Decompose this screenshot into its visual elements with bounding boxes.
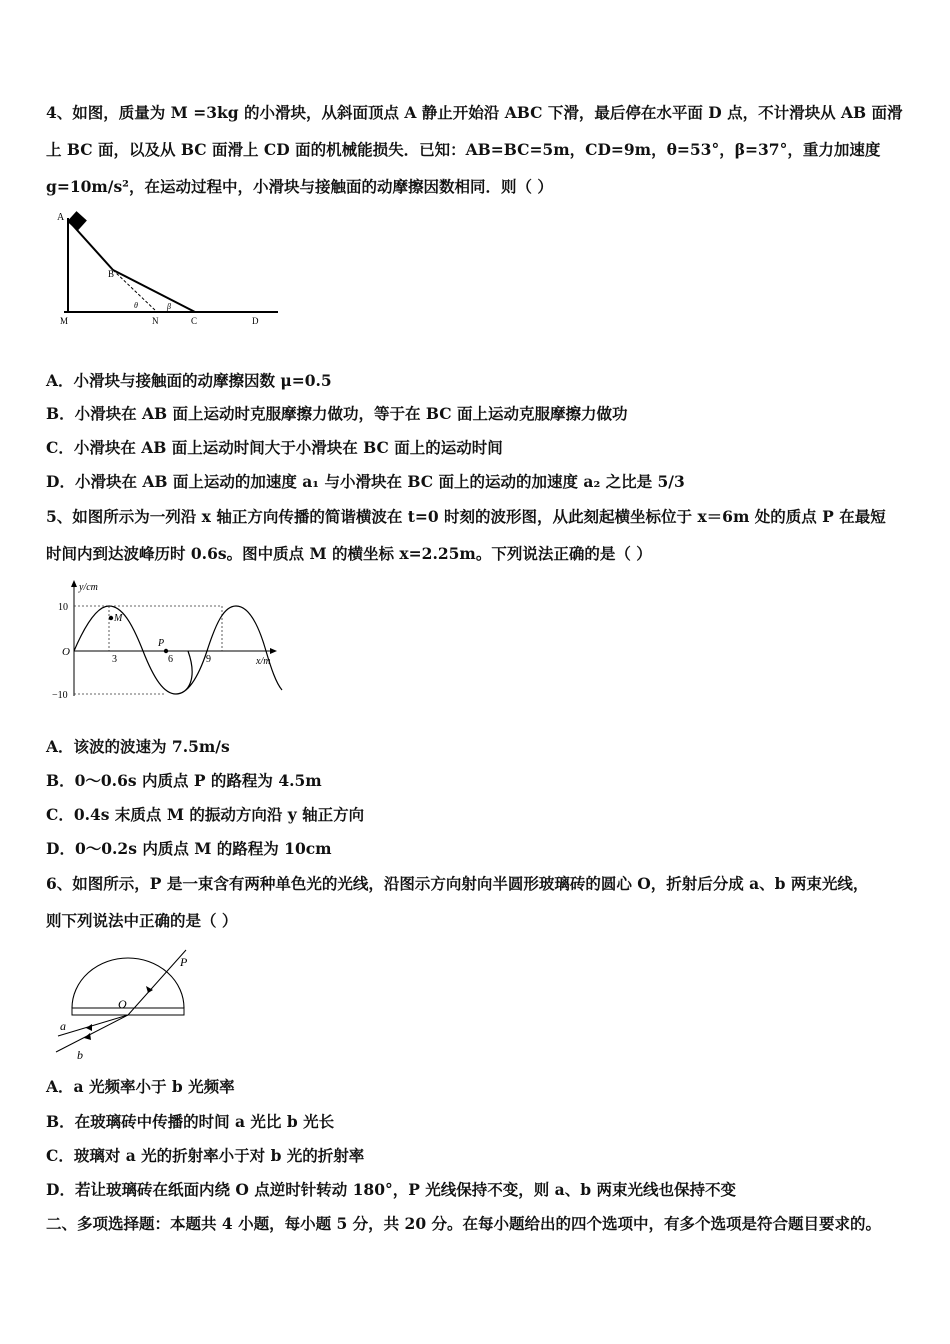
label-D: D [252,316,259,326]
label-O: O [118,997,127,1011]
ray-a-arrow [86,1024,92,1031]
label-x6: 6 [168,654,173,665]
q4-stem-line-1: 4、如图，质量为 M =3kg 的小滑块，从斜面顶点 A 静止开始沿 ABC 下滑，最后停在水平面 D 点，不计滑块从 AB 面滑 [46,103,903,122]
x-axis-arrow [270,648,277,654]
point-M [109,616,113,620]
q4-option-a: A．小滑块与接触面的动摩擦因数 μ=0.5 [46,371,332,390]
ray-P-arrow [146,986,153,993]
slope-bc [113,270,195,312]
wave-curve [74,606,282,694]
label-x3: 3 [112,654,117,665]
label-beta: β [167,302,171,311]
q4-option-b: B．小滑块在 AB 面上运动时克服摩擦力做功，等于在 BC 面上运动克服摩擦力做功 [46,404,628,423]
q5-option-b: B．0～0.6s 内质点 P 的路程为 4.5m [46,771,322,790]
q6-option-d: D．若让玻璃砖在纸面内绕 O 点逆时针转动 180°，P 光线保持不变，则 a、b 两束光线也保持不变 [46,1180,736,1199]
q6-stem-line-1: 6、如图所示，P 是一束含有两种单色光的光线，沿图示方向射向半圆形玻璃砖的圆心 O，折射后分成 a、b 两束光线， [46,874,869,893]
label-A: A [57,212,65,223]
q5-option-d: D．0～0.2s 内质点 M 的路程为 10cm [46,839,332,858]
q4-stem-line-2: 上 BC 面，以及从 BC 面滑上 CD 面的机械能损失．已知：AB=BC=5m，CD=9m，θ=53°，β=37°，重力加速度 [46,140,881,159]
y-axis-arrow [71,580,77,587]
q6-stem-line-2: 则下列说法中正确的是（ ） [46,911,238,930]
label-M: M [114,613,123,624]
q5-stem-line-2: 时间内到达波峰历时 0.6s。图中质点 M 的横坐标 x=2.25m。下列说法正确的是（ ） [46,544,652,563]
ray-b-arrow [84,1033,91,1040]
label-b: b [77,1048,83,1062]
label-x9: 9 [206,654,211,665]
label-ylabel: y/cm [79,582,98,593]
q5-stem-line-1: 5、如图所示为一列沿 x 轴正方向传播的简谐横波在 t=0 时刻的波形图，从此刻起横坐标位于 x＝6m 处的质点 P 在最短 [46,507,886,526]
q6-option-c: C．玻璃对 a 光的折射率小于对 b 光的折射率 [46,1146,365,1165]
slider-block [67,211,87,231]
semicircle-glass [72,958,184,1008]
q5-option-c: C．0.4s 末质点 M 的振动方向沿 y 轴正方向 [46,805,365,824]
q6-option-b: B．在玻璃砖中传播的时间 a 光比 b 光长 [46,1112,335,1131]
q5-option-a: A．该波的波速为 7.5m/s [46,737,230,756]
q6-option-a: A．a 光频率小于 b 光频率 [46,1077,235,1096]
label-origin: O [62,646,70,658]
glass-base [72,1008,184,1015]
point-P [164,649,168,653]
label-y-top: 10 [58,602,68,613]
q5-wave-figure [46,578,286,706]
q4-incline-figure [50,208,290,330]
label-P: P [180,955,188,969]
label-P: P [158,638,165,649]
q4-stem-line-3: g=10m/s²，在运动过程中，小滑块与接触面的动摩擦因数相同．则（ ） [46,177,553,196]
ray-P [128,950,186,1015]
q6-glass-figure [50,944,210,1062]
label-C: C [191,316,198,326]
label-xlabel: x/m [256,656,271,667]
label-M: M [60,316,69,326]
label-theta: θ [134,301,138,310]
label-N: N [152,316,159,326]
q4-option-c: C．小滑块在 AB 面上运动时间大于小滑块在 BC 面上的运动时间 [46,438,503,457]
section-2-heading: 二、多项选择题：本题共 4 小题，每小题 5 分，共 20 分。在每小题给出的四个选项中，有多个选项是符合题目要求的。 [46,1214,882,1233]
q4-option-d: D．小滑块在 AB 面上运动的加速度 a₁ 与小滑块在 BC 面上的运动的加速度 a₂ 之比是 5/3 [46,472,685,491]
label-a: a [60,1019,66,1033]
label-y-bottom: −10 [52,690,68,701]
label-B: B [108,269,115,279]
